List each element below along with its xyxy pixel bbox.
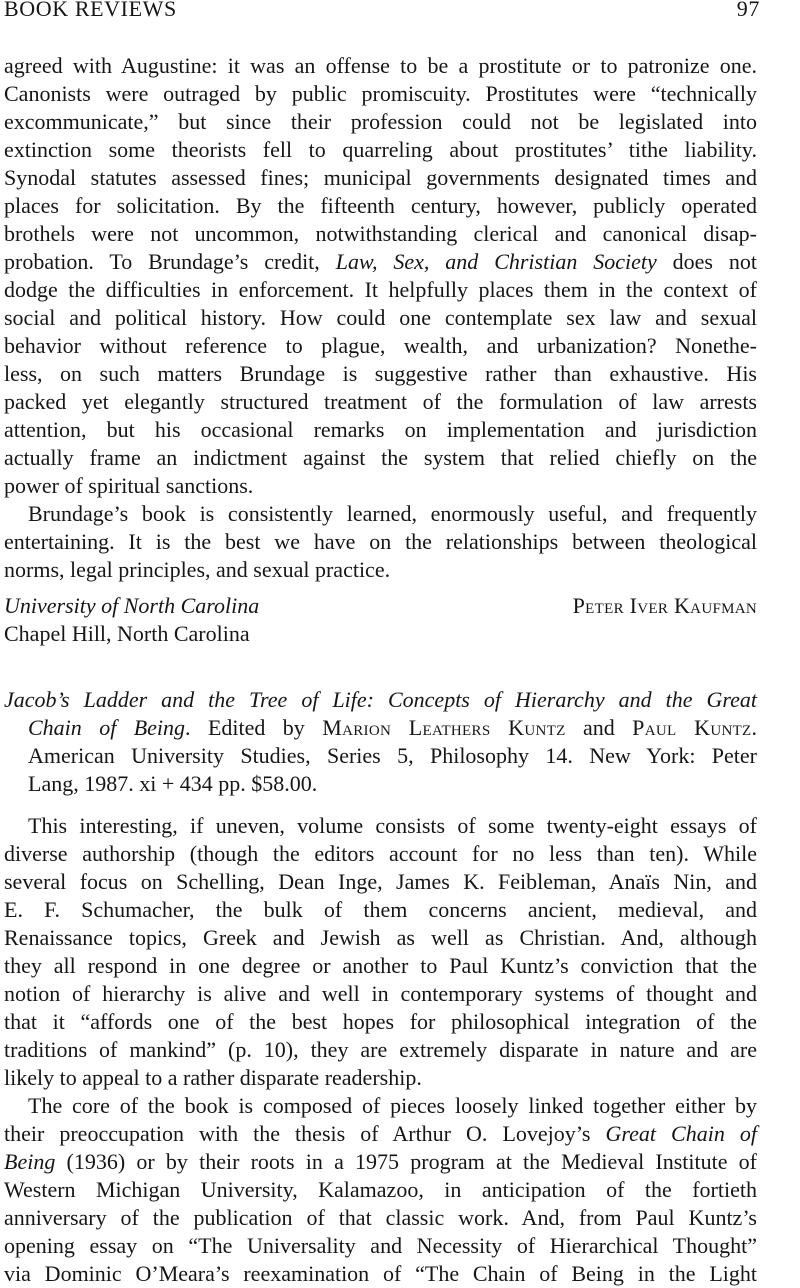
text-line: excommunicate,” but since their profession could not be legislated into	[4, 109, 757, 134]
editor-name: Marion Leathers Kuntz	[322, 715, 566, 740]
text-line: behavior without reference to plague, wealth, and urbanization? Nonethe-	[4, 333, 757, 358]
reviewer-institution: University of North Carolina	[4, 593, 260, 618]
review2-citation	[4, 686, 757, 798]
text-fragment: does not	[656, 249, 757, 274]
text-line: brothels were not uncommon, notwithstanding clerical and canonical disap-	[4, 221, 757, 246]
reviewer-name: Peter Iver Kaufman	[572, 593, 757, 618]
text-fragment: (1936) or by their roots in a 1975 program at the Medieval Institute of	[55, 1149, 757, 1174]
text-line: Brundage’s book is consistently learned, enormously useful, and frequently	[28, 501, 757, 526]
text-line: extinction some theorists fell to quarreling about prostitutes’ tithe liability.	[4, 137, 757, 162]
text-line: traditions of mankind” (p. 10), they are extremely disparate in nature and are	[4, 1037, 757, 1062]
text-line: anniversary of the publication of that classic work. And, from Paul Kuntz’s	[4, 1205, 757, 1230]
text-line: Western Michigan University, Kalamazoo, in anticipation of the fortieth	[4, 1177, 757, 1202]
text-line: packed yet elegantly structured treatment of the formulation of law arrests	[4, 389, 757, 414]
review2-paragraph-1	[4, 812, 757, 1092]
text-line: Synodal statutes assessed fines; municipal governments designated times and	[4, 165, 757, 190]
text-line: power of spiritual sanctions.	[4, 473, 254, 498]
citation-line	[4, 686, 757, 714]
page-number: 97	[736, 0, 760, 21]
citation-line	[4, 714, 757, 742]
text-fragment: probation. To Brundage’s credit,	[4, 249, 336, 274]
running-title: BOOK REVIEWS	[4, 0, 177, 21]
review1-location-row	[4, 620, 757, 648]
text-line: social and political history. How could one contemplate sex law and sexual	[4, 305, 757, 330]
text-line: agreed with Augustine: it was an offense to be a prostitute or to patronize one.	[4, 53, 757, 78]
text-line: notion of hierarchy is alive and well in contemporary systems of thought and	[4, 981, 757, 1006]
text-line: likely to appeal to a rather disparate readership.	[4, 1065, 422, 1090]
citation-line: American University Studies, Series 5, Philosophy 14. New York: Peter	[28, 743, 757, 768]
text-line: opening essay on “The Universality and Necessity of Hierarchical Thought”	[4, 1233, 757, 1258]
text-line: attention, but his occasional remarks on implementation and jurisdiction	[4, 417, 757, 442]
text-line: entertaining. It is the best we have on the relationships between theological	[4, 529, 757, 554]
text-line: norms, legal principles, and sexual practice.	[4, 557, 391, 582]
text-fragment: . Edited by	[185, 715, 323, 740]
text-fragment: their preoccupation with the thesis of Arthur O. Lovejoy’s	[4, 1121, 606, 1146]
book-title-italic: Being	[4, 1149, 56, 1174]
book-title-italic: Jacob’s Ladder and the Tree of Life: Concepts of Hierarchy and the Great	[4, 687, 757, 712]
text-line	[4, 1148, 757, 1176]
review1-paragraph-2	[4, 500, 757, 584]
text-fragment: and	[565, 715, 633, 740]
text-line: actually frame an indictment against the system that relied chiefly on the	[4, 445, 757, 470]
book-title-italic: Law, Sex, and Christian Society	[335, 249, 657, 274]
text-line: E. F. Schumacher, the bulk of them concerns ancient, medieval, and	[4, 897, 757, 922]
text-line	[4, 1120, 757, 1148]
book-title-italic: Chain of Being	[28, 715, 186, 740]
review1-paragraph-1	[4, 52, 757, 500]
text-line: dodge the difficulties in enforcement. It helpfully places them in the context of	[4, 277, 757, 302]
book-title-italic: Great Chain of	[605, 1121, 757, 1146]
reviewer-location: Chapel Hill, North Carolina	[4, 621, 250, 646]
editor-name: Paul Kuntz	[632, 715, 752, 740]
text-line: diverse authorship (though the editors account for no less than ten). While	[4, 841, 757, 866]
text-line: The core of the book is composed of pieces loosely linked together either by	[28, 1093, 757, 1118]
text-fragment: .	[751, 715, 758, 740]
citation-line: Lang, 1987. xi + 434 pp. $58.00.	[28, 771, 318, 796]
review2-paragraph-2	[4, 1092, 757, 1288]
text-line: places for solicitation. By the fifteenth century, however, publicly operated	[4, 193, 757, 218]
text-line: This interesting, if uneven, volume consists of some twenty-eight essays of	[28, 813, 757, 838]
text-line: Renaissance topics, Greek and Jewish as well as Christian. And, although	[4, 925, 757, 950]
text-line: via Dominic O’Meara’s reexamination of “The Chain of Being in the Light	[4, 1261, 757, 1286]
running-header	[4, 0, 760, 24]
text-line	[4, 248, 757, 276]
text-line: several focus on Schelling, Dean Inge, James K. Feibleman, Anaïs Nin, and	[4, 869, 757, 894]
review1-signature-row	[4, 592, 757, 620]
text-line: they all respond in one degree or another to Paul Kuntz’s conviction that the	[4, 953, 757, 978]
text-line: Canonists were outraged by public promiscuity. Prostitutes were “technically	[4, 81, 757, 106]
text-line: less, on such matters Brundage is suggestive rather than exhaustive. His	[4, 361, 757, 386]
text-line: that it “affords one of the best hopes for philosophical integration of the	[4, 1009, 757, 1034]
